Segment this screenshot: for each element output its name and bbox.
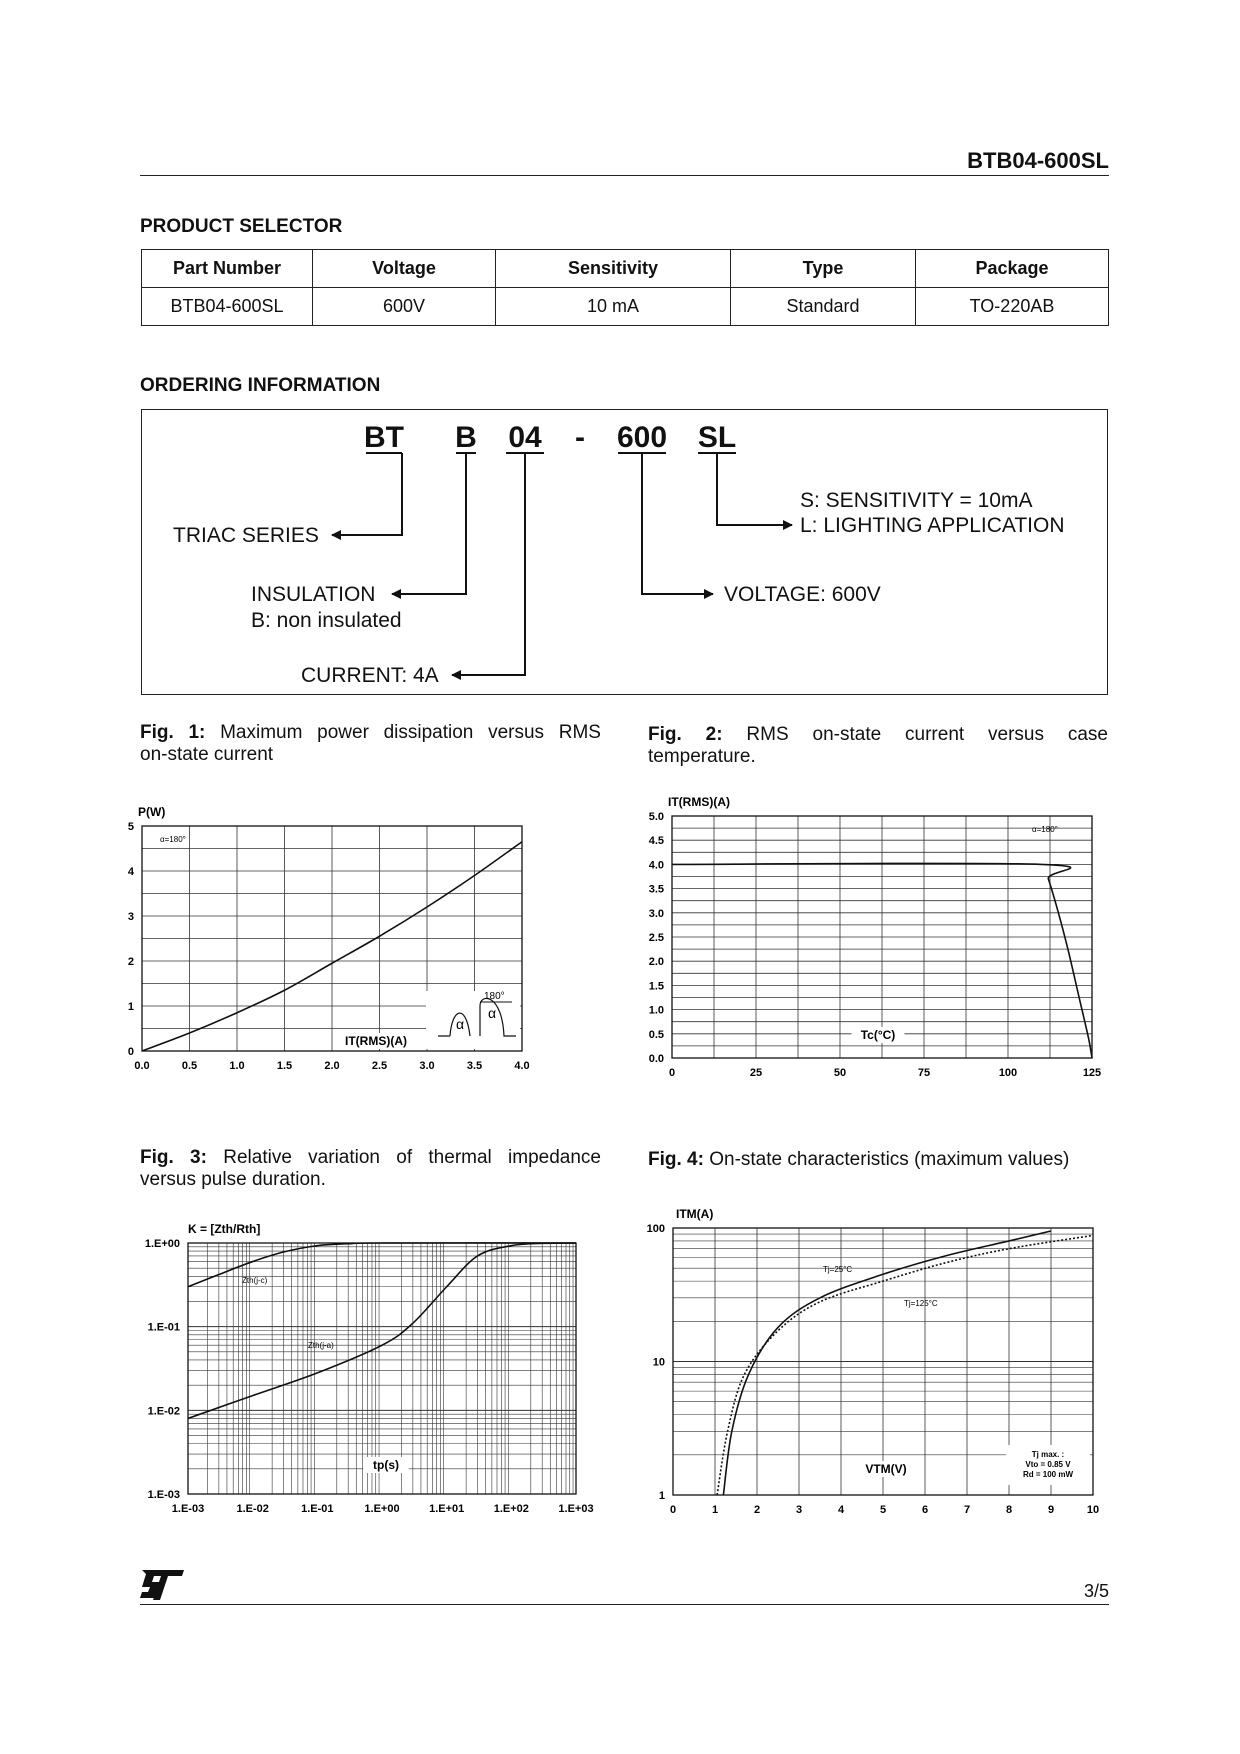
x-tick-label: 8 bbox=[1005, 1504, 1013, 1516]
x-tick-label: 25 bbox=[749, 1067, 763, 1079]
y-tick-label: 3.5 bbox=[648, 883, 664, 896]
x-tick-label: 1.0 bbox=[229, 1060, 245, 1072]
page-number: 3/5 bbox=[1083, 1581, 1109, 1601]
x-axis-label: Tc(°C) bbox=[860, 1028, 896, 1042]
x-tick-label: 1.5 bbox=[276, 1060, 293, 1072]
y-tick-label: 4.0 bbox=[648, 859, 664, 872]
y-tick-label: 2.0 bbox=[648, 956, 664, 969]
x-tick-label: 1 bbox=[711, 1504, 719, 1516]
code-dash: - bbox=[575, 421, 585, 454]
series-label-1: Tj=25°C bbox=[823, 1265, 853, 1274]
y-tick-label: 1.E-03 bbox=[147, 1489, 180, 1501]
x-tick-label: 3.0 bbox=[419, 1060, 435, 1072]
code-600: 600 bbox=[616, 421, 668, 454]
y-axis-label: P(W) bbox=[138, 805, 166, 819]
product-selector-table bbox=[141, 249, 1109, 326]
x-tick-label: 1.E+00 bbox=[364, 1503, 400, 1515]
fig2-caption bbox=[648, 724, 1108, 768]
fig2-line2: temperature. bbox=[648, 746, 756, 767]
x-tick-label: 2 bbox=[753, 1504, 761, 1516]
y-tick-label: 4 bbox=[127, 866, 134, 878]
y-tick-label: 1 bbox=[658, 1490, 665, 1502]
header-rule bbox=[140, 175, 1109, 176]
label-insulation: INSULATION bbox=[251, 583, 376, 606]
ordering-diagram-svg bbox=[142, 410, 1107, 694]
col-package: Package bbox=[916, 250, 1109, 288]
series-label-2: Tj=125°C bbox=[904, 1299, 938, 1308]
table-header-row bbox=[142, 250, 1109, 288]
x-tick-label: 1.E-03 bbox=[171, 1503, 205, 1515]
x-axis-label: IT(RMS)(A) bbox=[345, 1034, 407, 1048]
x-axis-label: VTM(V) bbox=[865, 1462, 907, 1476]
col-sensitivity: Sensitivity bbox=[496, 250, 731, 288]
y-tick-label: 4.5 bbox=[648, 835, 664, 848]
fig3-line2: versus pulse duration. bbox=[140, 1169, 326, 1190]
fig4-line1: On-state characteristics (maximum values) bbox=[709, 1149, 1070, 1170]
x-tick-label: 7 bbox=[963, 1504, 971, 1516]
y-axis-label: IT(RMS)(A) bbox=[668, 795, 730, 809]
y-tick-label: 0.0 bbox=[648, 1053, 664, 1065]
x-tick-label: 0.0 bbox=[134, 1060, 150, 1072]
x-tick-label: 1.E-02 bbox=[236, 1503, 269, 1515]
y-tick-label: 0.5 bbox=[648, 1028, 664, 1041]
y-axis-label: ITM(A) bbox=[676, 1207, 714, 1221]
col-part-number: Part Number bbox=[142, 250, 313, 288]
note-line: Vto = 0.85 V bbox=[1025, 1460, 1071, 1469]
ordering-heading: ORDERING INFORMATION bbox=[140, 375, 381, 396]
x-tick-label: 10 bbox=[1086, 1504, 1100, 1516]
x-tick-label: 0 bbox=[668, 1067, 676, 1079]
x-tick-label: 75 bbox=[917, 1067, 931, 1079]
label-voltage: VOLTAGE: 600V bbox=[724, 583, 881, 606]
y-tick-label: 5 bbox=[127, 821, 134, 833]
y-tick-label: 1.0 bbox=[648, 1004, 664, 1017]
fig3-chart bbox=[130, 1213, 610, 1533]
y-tick-label: 1.5 bbox=[648, 980, 664, 993]
series-label-1: Zth(j-c) bbox=[242, 1276, 268, 1285]
x-tick-label: 1.E+02 bbox=[493, 1503, 529, 1515]
y-tick-label: 100 bbox=[646, 1223, 665, 1235]
label-current: CURRENT: 4A bbox=[301, 664, 439, 687]
note-line: Tj max. : bbox=[1031, 1450, 1065, 1459]
alpha-annotation: α=180° bbox=[1032, 825, 1058, 834]
x-axis-label: tp(s) bbox=[373, 1458, 399, 1472]
x-tick-label: 1.E-01 bbox=[301, 1503, 334, 1515]
code-sl: SL bbox=[697, 421, 737, 454]
footer-rule bbox=[140, 1604, 1109, 1605]
x-tick-label: 1.E+03 bbox=[558, 1503, 594, 1515]
fig4-chart bbox=[640, 1208, 1115, 1533]
label-triac-series: TRIAC SERIES bbox=[173, 524, 319, 547]
y-tick-label: 2.5 bbox=[648, 932, 664, 944]
alpha-annotation: α=180° bbox=[160, 835, 186, 844]
code-04: 04 bbox=[508, 421, 542, 454]
fig1-line1: Maximum power dissipation versus RMS bbox=[220, 722, 601, 743]
x-tick-label: 3.5 bbox=[466, 1060, 483, 1072]
fig3-caption bbox=[140, 1147, 601, 1191]
y-tick-label: 1.E-01 bbox=[147, 1321, 180, 1334]
inset-alpha-1: α bbox=[456, 1016, 465, 1032]
x-tick-label: 1.E+01 bbox=[429, 1503, 465, 1515]
x-tick-label: 9 bbox=[1047, 1504, 1055, 1516]
inset-bg bbox=[426, 991, 520, 1049]
table-row bbox=[142, 288, 1109, 326]
code-bt: BT bbox=[364, 421, 404, 454]
y-tick-label: 3.0 bbox=[648, 907, 664, 920]
x-tick-label: 6 bbox=[921, 1504, 929, 1516]
fig2-chart bbox=[632, 790, 1112, 1102]
x-tick-label: 0.5 bbox=[181, 1060, 198, 1072]
y-tick-label: 10 bbox=[652, 1356, 665, 1369]
label-lighting: L: LIGHTING APPLICATION bbox=[800, 514, 1065, 537]
series-label-2: Zth(j-a) bbox=[308, 1341, 334, 1350]
cell-package: TO-220AB bbox=[916, 288, 1109, 326]
fig1-line2: on-state current bbox=[140, 744, 274, 765]
x-tick-label: 0 bbox=[669, 1504, 677, 1516]
x-tick-label: 5 bbox=[879, 1504, 887, 1516]
cell-type: Standard bbox=[731, 288, 916, 326]
x-tick-label: 3 bbox=[795, 1504, 803, 1516]
st-logo bbox=[138, 1568, 188, 1602]
col-voltage: Voltage bbox=[313, 250, 496, 288]
fig2-line1: RMS on-state current versus case bbox=[746, 724, 1109, 745]
y-axis-label: K = [Zth/Rth] bbox=[188, 1222, 261, 1236]
y-tick-label: 2 bbox=[127, 956, 134, 968]
y-tick-label: 0 bbox=[127, 1046, 134, 1058]
fig1-label: Fig. 1: bbox=[140, 722, 206, 743]
fig3-label: Fig. 3: bbox=[140, 1147, 207, 1168]
x-tick-label: 4.0 bbox=[514, 1060, 530, 1072]
fig2-label: Fig. 2: bbox=[648, 724, 723, 745]
y-tick-label: 1.E+00 bbox=[144, 1238, 180, 1250]
note-line: Rd = 100 mW bbox=[1022, 1470, 1074, 1479]
y-tick-label: 5.0 bbox=[648, 811, 664, 823]
y-tick-label: 1 bbox=[127, 1001, 134, 1013]
x-tick-label: 2.0 bbox=[324, 1060, 340, 1072]
y-tick-label: 3 bbox=[127, 911, 134, 923]
x-tick-label: 125 bbox=[1082, 1067, 1102, 1079]
document-title: BTB04-600SL bbox=[967, 148, 1109, 173]
fig1-caption bbox=[140, 722, 601, 766]
cell-voltage: 600V bbox=[313, 288, 496, 326]
fig1-chart bbox=[127, 788, 610, 1100]
fig3-line1: Relative variation of thermal impedance bbox=[223, 1147, 601, 1168]
x-tick-label: 4 bbox=[837, 1504, 845, 1516]
fig4-label: Fig. 4: bbox=[648, 1149, 704, 1170]
inset-alpha-2: α bbox=[488, 1005, 497, 1021]
code-b: B bbox=[455, 421, 477, 454]
x-tick-label: 50 bbox=[833, 1067, 847, 1079]
label-sensitivity: S: SENSITIVITY = 10mA bbox=[800, 489, 1033, 512]
cell-sensitivity: 10 mA bbox=[496, 288, 731, 326]
product-selector-heading: PRODUCT SELECTOR bbox=[140, 216, 343, 237]
x-tick-label: 100 bbox=[998, 1067, 1018, 1079]
inset-angle: 180° bbox=[484, 991, 505, 1002]
ordering-diagram bbox=[141, 409, 1108, 695]
cell-part-number: BTB04-600SL bbox=[142, 288, 313, 326]
series-line-1 bbox=[723, 1231, 1051, 1495]
label-insulation-b: B: non insulated bbox=[251, 609, 402, 632]
fig4-caption bbox=[648, 1149, 1110, 1171]
x-tick-label: 2.5 bbox=[371, 1060, 388, 1072]
y-tick-label: 1.E-02 bbox=[147, 1405, 180, 1418]
col-type: Type bbox=[731, 250, 916, 288]
